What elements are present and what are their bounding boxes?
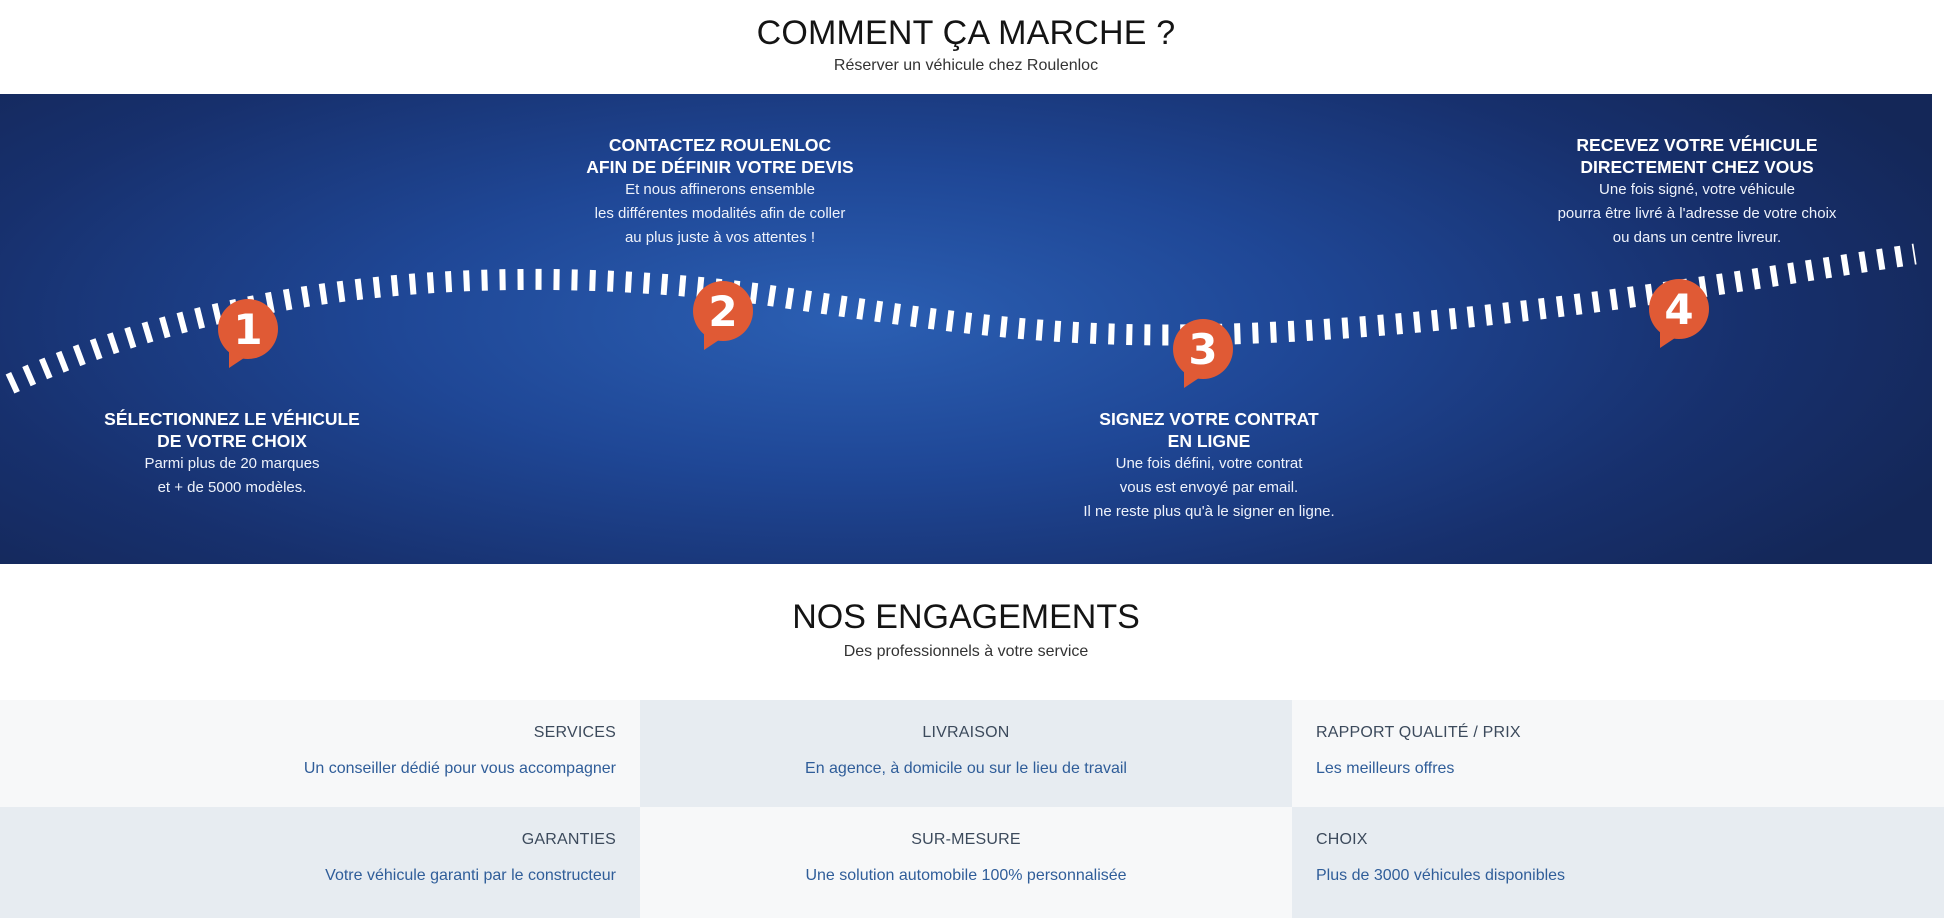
- commitment-title: CHOIX: [1316, 831, 1368, 848]
- commitment-desc: Plus de 3000 véhicules disponibles: [1316, 867, 1566, 884]
- step-3-badge-icon: [1172, 318, 1238, 390]
- step-1-desc-line-1: Parmi plus de 20 marques: [144, 455, 320, 472]
- step-2-desc-line-3: au plus juste à vos attentes !: [624, 229, 816, 246]
- step-4-title-line-2: DIRECTEMENT CHEZ VOUS: [1580, 157, 1814, 177]
- commitment-desc: Une solution automobile 100% personnalisée: [805, 867, 1127, 884]
- commitment-title: SERVICES: [533, 724, 616, 741]
- how-it-works-header: [0, 0, 1932, 94]
- commitment-desc: Les meilleurs offres: [1316, 760, 1455, 777]
- commitment-delivery: [640, 700, 1292, 807]
- step-3-desc-line-2: vous est envoyé par email.: [1119, 479, 1299, 496]
- step-3-number: 3: [1188, 325, 1218, 374]
- commitment-desc: En agence, à domicile ou sur le lieu de travail: [805, 760, 1127, 777]
- commitment-desc: Un conseiller dédié pour vous accompagner: [303, 760, 616, 777]
- commitment-services: [0, 700, 640, 807]
- step-2-badge-icon: [692, 280, 758, 352]
- step-2: [570, 134, 870, 250]
- how-it-works-subtitle: Réserver un véhicule chez Roulenloc: [833, 57, 1099, 74]
- commitment-title: RAPPORT QUALITÉ / PRIX: [1316, 724, 1521, 741]
- steps-band: [0, 94, 1932, 564]
- commitment-desc: Votre véhicule garanti par le constructeur: [325, 867, 616, 884]
- commitments-grid: [0, 700, 1932, 918]
- step-1: [82, 408, 382, 500]
- commitment-title: SUR-MESURE: [911, 831, 1021, 848]
- commitments-subtitle: Des professionnels à votre service: [843, 643, 1089, 660]
- step-4-desc-line-1: Une fois signé, votre véhicule: [1599, 181, 1795, 198]
- step-1-number: 1: [233, 305, 263, 354]
- commitments-header: [0, 598, 1932, 661]
- step-4: [1522, 134, 1872, 250]
- commitments-title: NOS ENGAGEMENTS: [792, 598, 1140, 636]
- step-4-number: 4: [1664, 285, 1694, 334]
- commitment-title: LIVRAISON: [922, 724, 1010, 741]
- step-3-desc-line-1: Une fois défini, votre contrat: [1115, 455, 1303, 472]
- step-2-title-line-2: AFIN DE DÉFINIR VOTRE DEVIS: [586, 157, 854, 177]
- commitment-guarantees: [0, 807, 640, 918]
- step-3-desc-line-3: Il ne reste plus qu'à le signer en ligne.: [1083, 503, 1335, 520]
- step-4-badge-icon: [1648, 278, 1714, 350]
- commitment-title: GARANTIES: [521, 831, 616, 848]
- commitment-value: [1292, 700, 1944, 807]
- step-4-desc-line-3: ou dans un centre livreur.: [1612, 229, 1782, 246]
- step-3: [1049, 408, 1369, 524]
- step-4-title-line-1: RECEVEZ VOTRE VÉHICULE: [1576, 135, 1818, 155]
- step-1-title-line-1: SÉLECTIONNEZ LE VÉHICULE: [104, 409, 360, 429]
- step-4-desc-line-2: pourra être livré à l'adresse de votre choix: [1557, 205, 1837, 222]
- step-1-badge-icon: [217, 298, 283, 370]
- step-2-desc-line-2: les différentes modalités afin de coller: [594, 205, 846, 222]
- step-3-title-line-1: SIGNEZ VOTRE CONTRAT: [1099, 409, 1319, 429]
- step-3-title-line-2: EN LIGNE: [1167, 431, 1251, 451]
- step-2-desc-line-1: Et nous affinerons ensemble: [625, 181, 815, 198]
- step-1-desc-line-2: et + de 5000 modèles.: [157, 479, 307, 496]
- step-2-title-line-1: CONTACTEZ ROULENLOC: [608, 135, 832, 155]
- step-2-number: 2: [708, 287, 738, 336]
- how-it-works-title: COMMENT ÇA MARCHE ?: [756, 14, 1176, 52]
- commitment-choice: [1292, 807, 1944, 918]
- commitment-custom: [640, 807, 1292, 918]
- step-1-title-line-2: DE VOTRE CHOIX: [157, 431, 307, 451]
